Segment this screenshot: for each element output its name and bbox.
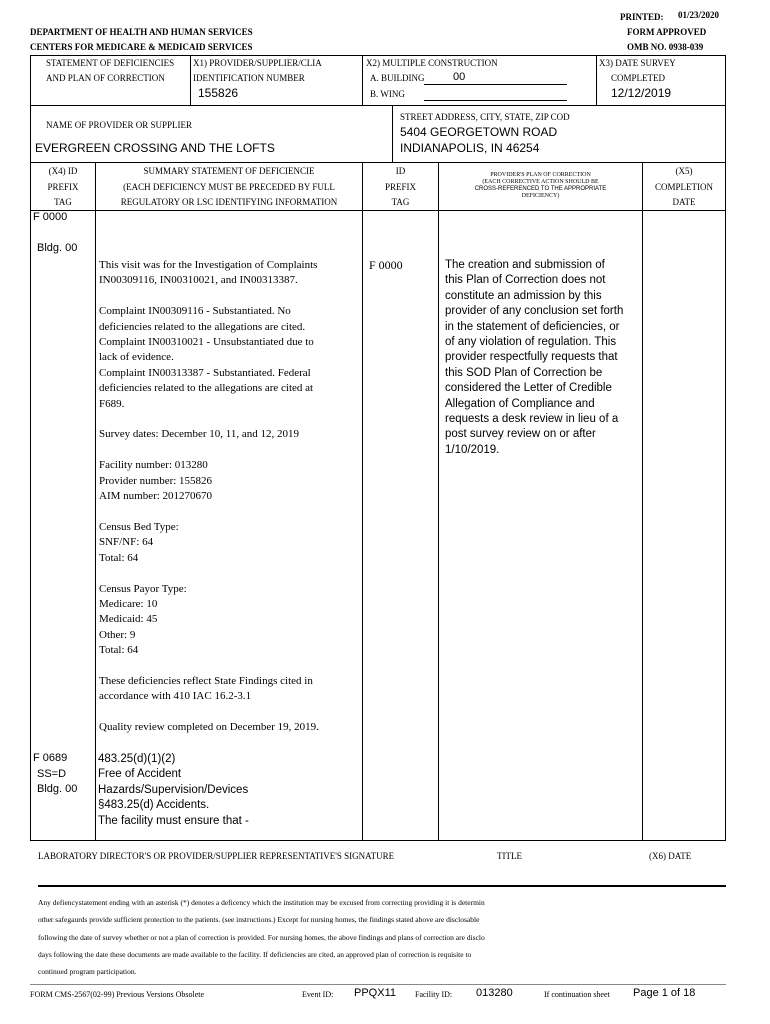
x4-prefix-label: PREFIX — [47, 182, 79, 192]
wing-label: B. WING — [370, 89, 405, 99]
f689-line: The facility must ensure that - — [98, 814, 249, 827]
signature-label: LABORATORY DIRECTOR'S OR PROVIDER/SUPPLIER REPRESENTATIVE'S SIGNATURE — [38, 851, 395, 861]
tag-bldg-f689: Bldg. 00 — [37, 783, 78, 795]
provider-id: 155826 — [198, 86, 239, 100]
summary-line — [99, 705, 361, 720]
summary-line: deficiencies related to the allegations are cited. — [99, 320, 306, 333]
provider-name-label: NAME OF PROVIDER OR SUPPLIER — [46, 120, 193, 130]
summary-line — [99, 505, 361, 520]
summary-line — [99, 289, 361, 304]
statement-label: STATEMENT OF DEFICIENCIES — [46, 58, 175, 68]
plan-line: considered the Letter of Credible — [445, 382, 612, 395]
summary-line: Medicaid: 45 — [99, 613, 158, 626]
plan-line: of any violation of regulation. This — [445, 336, 617, 349]
centers-name: CENTERS FOR MEDICARE & MEDICAID SERVICES — [30, 42, 253, 52]
summary-line — [99, 659, 361, 674]
form-number: FORM CMS-2567(02-99) Previous Versions Obsolete — [30, 990, 205, 999]
summary-line: Quality review completed on December 19, 2019. — [99, 721, 319, 734]
summary-line: F689. — [99, 397, 125, 410]
x6-date-label: (X6) DATE — [649, 851, 692, 861]
plan-line: 1/10/2019. — [445, 443, 500, 456]
printed-date: 01/23/2020 — [678, 10, 720, 20]
summary-label: SUMMARY STATEMENT OF DEFICIENCIE — [143, 166, 315, 176]
summary-line: lack of evidence. — [99, 351, 174, 364]
f689-line: 483.25(d)(1)(2) — [98, 753, 176, 765]
x5-label: (X5) — [675, 166, 693, 176]
provider-name: EVERGREEN CROSSING AND THE LOFTS — [35, 141, 275, 155]
plan-label: AND PLAN OF CORRECTION — [46, 73, 165, 83]
summary-line: deficiencies related to the allegations are cited at — [99, 382, 314, 395]
id-tag-label: TAG — [391, 197, 410, 207]
plan-line: Allegation of Compliance and — [445, 397, 595, 410]
plan-line: in the statement of deficiencies, or — [445, 320, 620, 333]
page-number: Page 1 of 18 — [633, 987, 696, 999]
omb-number: OMB NO. 0938-039 — [627, 42, 704, 52]
summary-line: Facility number: 013280 — [99, 459, 208, 472]
x2-label: X2) MULTIPLE CONSTRUCTION — [366, 58, 498, 68]
plan-header-line: DEFICIENCY) — [521, 193, 560, 199]
address-line2: INDIANAPOLIS, IN 46254 — [400, 141, 540, 155]
summary-line: Medicare: 10 — [99, 597, 158, 610]
summary-line: Complaint IN00313387 - Substantiated. Federal — [99, 366, 311, 379]
continuation-label: If continuation sheet — [544, 990, 610, 999]
plan-header-line: (EACH CORRECTIVE ACTION SHOULD BE — [482, 179, 599, 185]
disclaimer-line: days following the date these documents are made available to the facility. If deficiencies are cited, an approved plan of correction is requisite to — [38, 949, 472, 959]
summary-line — [99, 566, 361, 581]
f689-line: §483.25(d) Accidents. — [98, 799, 210, 812]
plan-line: this SOD Plan of Correction be — [445, 366, 603, 379]
disclaimer-line: other safegaurds provide sufficient protection to the patients. (see instructions.) Except for nursing homes, the findings stated above are disclosable — [38, 915, 480, 925]
tag-bldg: Bldg. 00 — [37, 242, 78, 254]
id-tag-f0000: F 0000 — [369, 258, 403, 272]
date-label: DATE — [672, 197, 696, 207]
building-value: 00 — [453, 71, 466, 83]
event-id-value: PPQX11 — [354, 987, 396, 999]
completion-label: COMPLETION — [655, 182, 713, 192]
summary-line: Census Payor Type: — [99, 582, 187, 595]
tag-scope-severity: SS=D — [37, 768, 67, 780]
plan-line: post survey review on or after — [445, 428, 596, 441]
f689-line: Free of Accident — [98, 768, 182, 781]
summary-line: Provider number: 155826 — [99, 474, 213, 487]
summary-line: accordance with 410 IAC 16.2-3.1 — [99, 690, 252, 703]
completed-label: COMPLETED — [611, 73, 665, 83]
department-name: DEPARTMENT OF HEALTH AND HUMAN SERVICES — [30, 27, 253, 37]
identification-label: IDENTIFICATION NUMBER — [193, 73, 305, 83]
summary-line: Complaint IN00310021 - Unsubstantiated due to — [99, 336, 314, 349]
summary-line: AIM number: 201270670 — [99, 490, 213, 503]
summary-statement — [99, 258, 361, 736]
id-prefix-label: PREFIX — [384, 182, 416, 192]
summary-note1: (EACH DEFICIENCY MUST BE PRECEDED BY FULL — [123, 182, 335, 192]
summary-line — [99, 443, 361, 458]
building-label: A. BUILDING — [370, 73, 425, 83]
summary-line: Complaint IN00309116 - Substantiated. No — [99, 305, 291, 318]
address-label: STREET ADDRESS, CITY, STATE, ZIP COD — [400, 112, 570, 122]
plan-line: provider respectfully requests that — [445, 351, 618, 364]
id-label: ID — [395, 166, 406, 176]
summary-line: Census Bed Type: — [99, 520, 179, 533]
summary-line: Other: 9 — [99, 628, 136, 641]
disclaimer-text — [38, 894, 728, 980]
summary-line: IN00309116, IN00310021, and IN00313387. — [99, 274, 298, 287]
x3-label: X3) DATE SURVEY — [599, 58, 676, 68]
plan-line: requests a desk review in lieu of a — [445, 413, 619, 426]
facility-id-label: Facility ID: — [415, 990, 453, 999]
printed-label: PRINTED: — [620, 12, 664, 22]
plan-line: provider of any conclusion set forth — [445, 305, 624, 318]
summary-line: SNF/NF: 64 — [99, 536, 154, 549]
plan-line: this Plan of Correction does not — [445, 274, 606, 287]
summary-line: Survey dates: December 10, 11, and 12, 2019 — [99, 428, 299, 441]
disclaimer-line: following the date of survey whether or not a plan of correction is provided. For nursing homes, the above findings and plans of correction are disclo — [38, 932, 485, 942]
address-line1: 5404 GEORGETOWN ROAD — [400, 125, 558, 139]
title-label: TITLE — [497, 851, 522, 861]
plan-of-correction-header — [439, 172, 642, 200]
tag-f0689: F 0689 — [33, 752, 68, 764]
event-id-label: Event ID: — [302, 990, 334, 999]
f689-statement — [98, 752, 360, 829]
plan-line: The creation and submission of — [445, 259, 605, 271]
x4-tag-label: TAG — [54, 197, 72, 207]
tag-f0000: F 0000 — [33, 211, 68, 223]
summary-line: Total: 64 — [99, 644, 139, 657]
x4-id-label: (X4) ID — [48, 166, 78, 176]
plan-header-line: PROVIDER'S PLAN OF CORRECTION — [490, 172, 591, 178]
summary-line — [99, 412, 361, 427]
plan-header-line: CROSS-REFERENCED TO THE APPROPRIATE — [474, 186, 607, 192]
summary-line: These deficiencies reflect State Findings cited in — [99, 674, 313, 687]
survey-date: 12/12/2019 — [611, 86, 672, 100]
form-approved: FORM APPROVED — [627, 27, 707, 37]
disclaimer-line: Any defiencystatement ending with an asterisk (*) denotes a deficency which the institution may be excused from correcting providing it is determin — [38, 898, 485, 907]
facility-id-value: 013280 — [476, 987, 513, 999]
summary-line: This visit was for the Investigation of Complaints — [99, 259, 318, 271]
summary-line: Total: 64 — [99, 551, 139, 564]
summary-note2: REGULATORY OR LSC IDENTIFYING INFORMATION — [120, 197, 338, 207]
plan-of-correction-text — [445, 258, 641, 458]
f689-line: Hazards/Supervision/Devices — [98, 783, 249, 796]
disclaimer-line: continued program participation. — [38, 967, 137, 977]
x1-label: X1) PROVIDER/SUPPLIER/CLIA — [193, 58, 322, 68]
plan-line: constitute an admission by this — [445, 289, 602, 302]
